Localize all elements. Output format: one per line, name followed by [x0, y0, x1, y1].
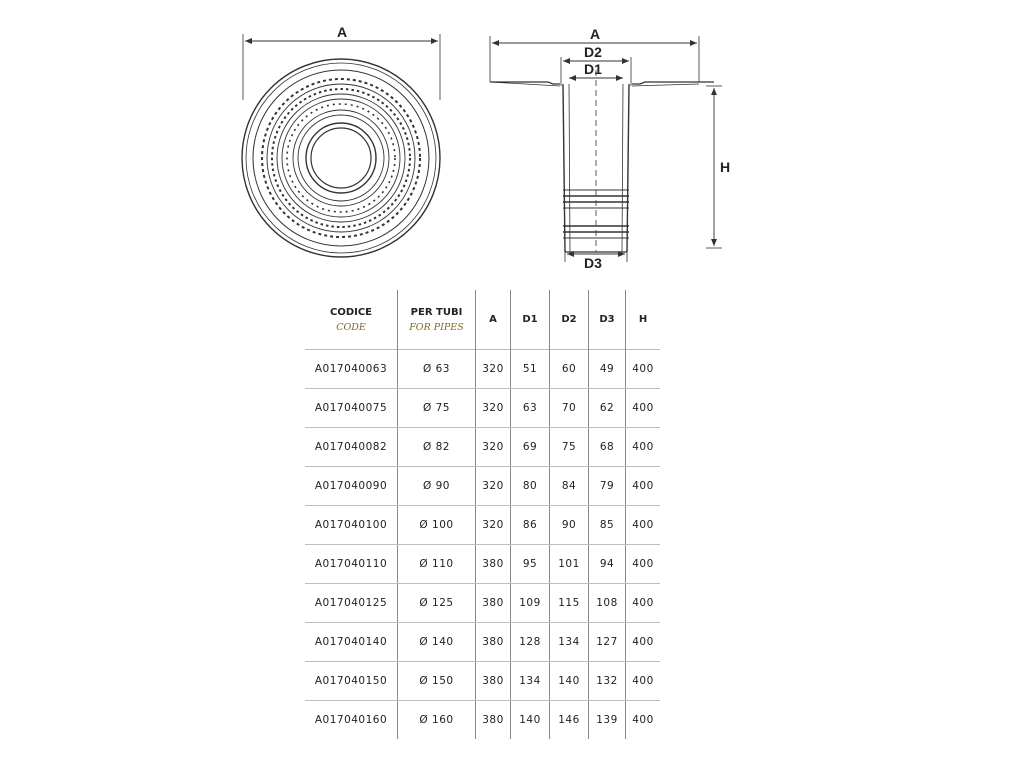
cell-code: A017040150: [305, 662, 398, 701]
cell-a: 320: [476, 467, 511, 506]
table-header-row: [305, 290, 660, 350]
label-d3: D3: [584, 255, 602, 271]
header-pipe: PER TUBI FOR PIPES: [398, 290, 476, 350]
cell-h: 400: [626, 506, 661, 545]
cell-code: A017040100: [305, 506, 398, 545]
header-h: H: [638, 314, 648, 325]
cell-pipe: Ø 75: [398, 389, 476, 428]
cell-code: A017040160: [305, 701, 398, 740]
cell-d1: 63: [511, 389, 550, 428]
cell-d2: 90: [550, 506, 589, 545]
cell-d3: 132: [589, 662, 626, 701]
cell-d1: 95: [511, 545, 550, 584]
cell-h: 400: [626, 467, 661, 506]
cell-d1: 80: [511, 467, 550, 506]
table-row: [305, 623, 660, 662]
cell-code: A017040063: [305, 350, 398, 389]
cell-d3: 94: [589, 545, 626, 584]
table-row: [305, 467, 660, 506]
cell-a: 320: [476, 428, 511, 467]
cell-code: A017040140: [305, 623, 398, 662]
cell-a: 380: [476, 584, 511, 623]
cell-d1: 86: [511, 506, 550, 545]
cell-a: 320: [476, 350, 511, 389]
cell-d2: 75: [550, 428, 589, 467]
cell-d2: 60: [550, 350, 589, 389]
cell-pipe: Ø 150: [398, 662, 476, 701]
cell-a: 380: [476, 701, 511, 740]
cell-d1: 134: [511, 662, 550, 701]
cell-a: 380: [476, 545, 511, 584]
header-pipe-sub: FOR PIPES: [409, 321, 464, 333]
label-d2: D2: [584, 44, 602, 60]
cell-d3: 49: [589, 350, 626, 389]
cell-d3: 79: [589, 467, 626, 506]
table-row: [305, 584, 660, 623]
cell-d2: 115: [550, 584, 589, 623]
cell-code: A017040082: [305, 428, 398, 467]
cell-h: 400: [632, 714, 654, 726]
cell-code: A017040075: [305, 389, 398, 428]
cell-h: 400: [626, 428, 661, 467]
side-view: [490, 36, 722, 262]
cell-h: 400: [626, 584, 661, 623]
table-row: [305, 389, 660, 428]
header-a: A: [476, 290, 511, 350]
cell-h: 400: [626, 545, 661, 584]
table-row: [305, 428, 660, 467]
top-view: [242, 34, 440, 257]
cell-pipe: Ø 90: [398, 467, 476, 506]
side-view-label-a: A: [590, 26, 601, 42]
cell-d1: 69: [511, 428, 550, 467]
cell-d2: 134: [550, 623, 589, 662]
cell-code: A017040110: [305, 545, 398, 584]
technical-drawing: [0, 0, 1024, 280]
top-view-label-a: A: [337, 24, 348, 40]
cell-d2: 140: [550, 662, 589, 701]
cell-d2: 146: [550, 701, 589, 740]
cell-d1: 128: [511, 623, 550, 662]
cell-d1: 109: [511, 584, 550, 623]
cell-d3: 108: [589, 584, 626, 623]
cell-d3: 62: [589, 389, 626, 428]
cell-a: 320: [476, 389, 511, 428]
cell-pipe: Ø 100: [398, 506, 476, 545]
cell-d1: 140: [511, 701, 550, 740]
cell-a: 380: [476, 623, 511, 662]
cell-pipe: Ø 110: [398, 545, 476, 584]
cell-d3: 68: [589, 428, 626, 467]
header-d2: D2: [550, 290, 589, 350]
cell-pipe: Ø 82: [398, 428, 476, 467]
table-row: [305, 545, 660, 584]
table-row: [305, 350, 660, 389]
cell-pipe: Ø 63: [398, 350, 476, 389]
cell-d2: 84: [550, 467, 589, 506]
cell-pipe: Ø 160: [398, 701, 476, 740]
cell-pipe: Ø 140: [398, 623, 476, 662]
cell-d3: 139: [589, 701, 626, 740]
cell-h: 400: [626, 623, 661, 662]
cell-a: 320: [476, 506, 511, 545]
cell-a: 380: [476, 662, 511, 701]
cell-d1: 51: [511, 350, 550, 389]
header-code-sub: CODE: [336, 321, 366, 333]
cell-code: A017040125: [305, 584, 398, 623]
header-d3: D3: [589, 290, 626, 350]
table-row: [305, 662, 660, 701]
label-h: H: [720, 159, 731, 175]
cell-d3: 127: [589, 623, 626, 662]
cell-h: 400: [626, 389, 661, 428]
table-row: [305, 506, 660, 545]
cell-code: A017040090: [305, 467, 398, 506]
cell-h: 400: [626, 662, 661, 701]
header-d1: D1: [511, 290, 550, 350]
cell-d2: 101: [550, 545, 589, 584]
cell-h: 400: [626, 350, 661, 389]
header-code: CODICE CODE: [305, 290, 398, 350]
cell-pipe: Ø 125: [398, 584, 476, 623]
cell-d2: 70: [550, 389, 589, 428]
cell-d3: 85: [589, 506, 626, 545]
spec-table: [305, 290, 660, 739]
table-row: [305, 701, 660, 740]
label-d1: D1: [584, 61, 602, 77]
